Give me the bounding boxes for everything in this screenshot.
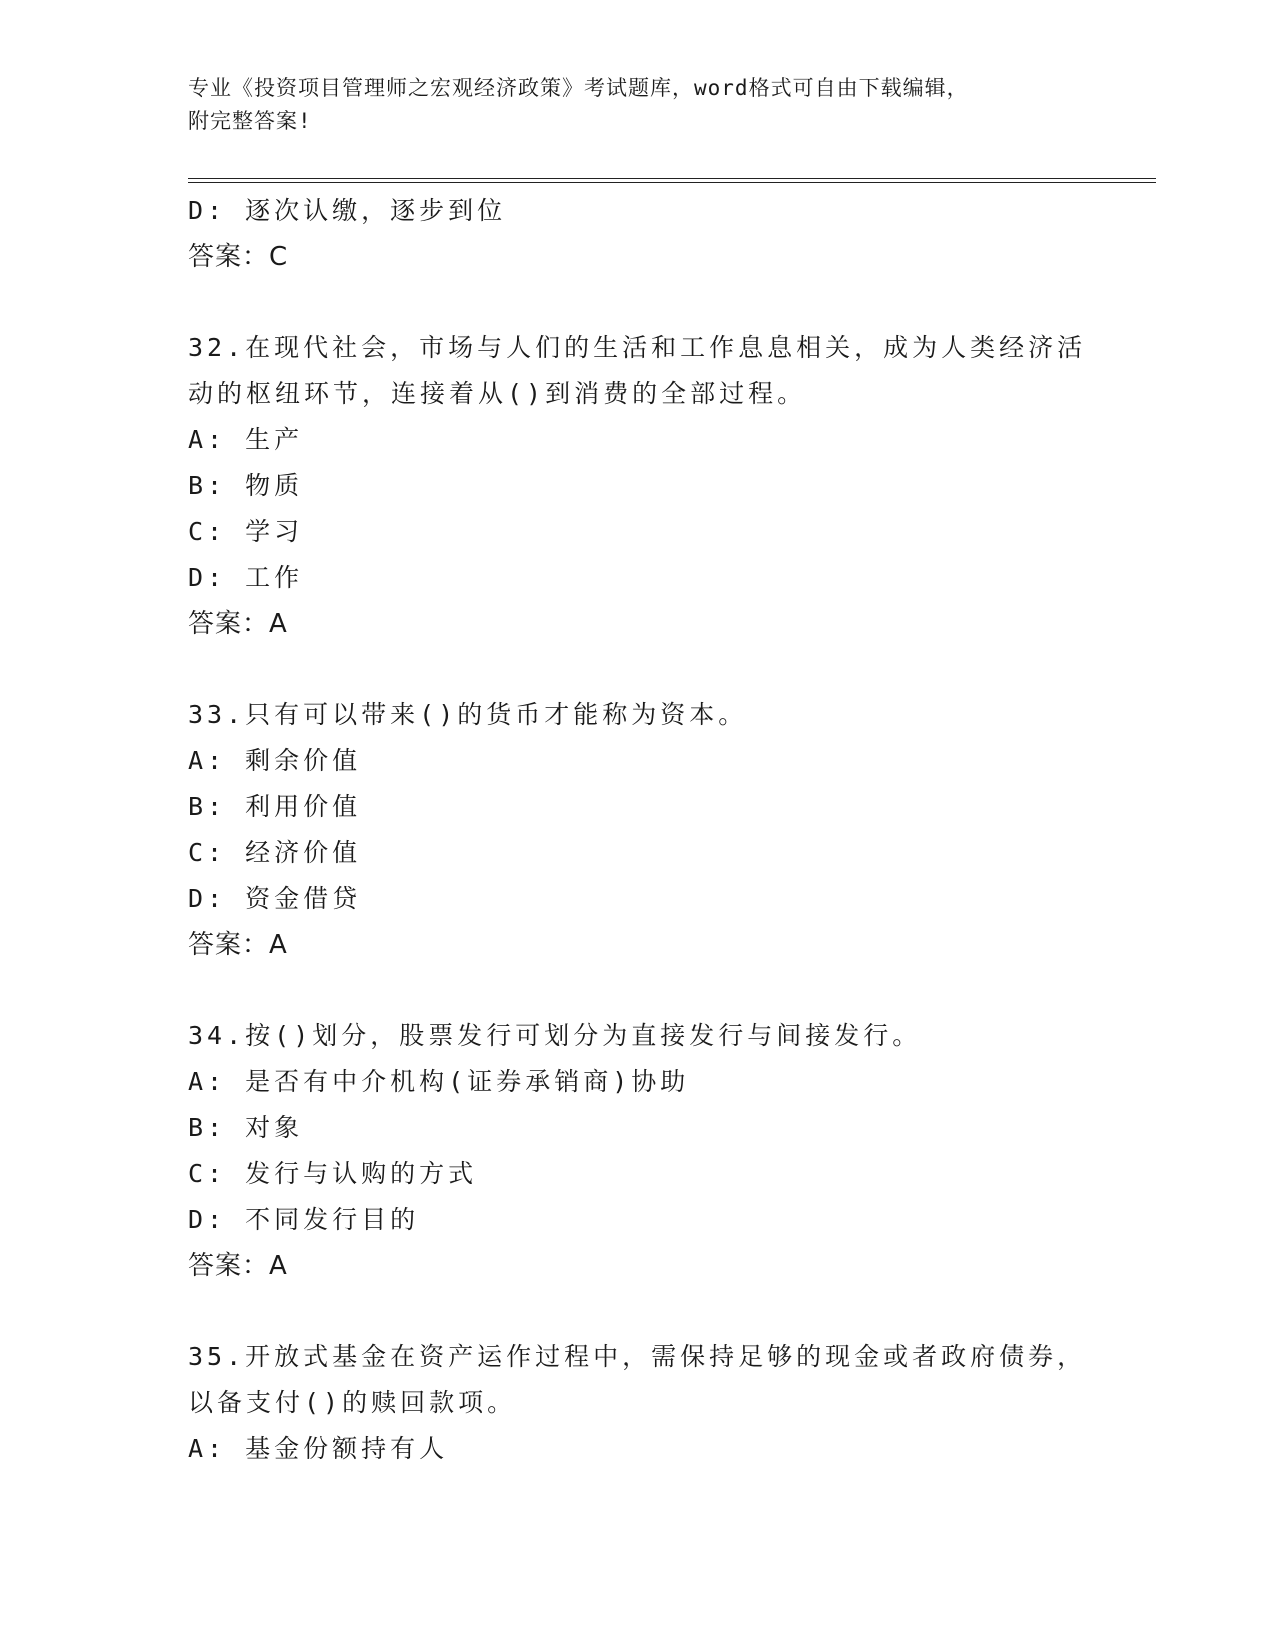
header-line-2: 附完整答案!: [188, 109, 312, 133]
option-a: A: 生产: [188, 425, 304, 454]
option-d: D: 逐次认缴，逐步到位: [188, 196, 507, 225]
answer: 答案：A: [188, 1251, 288, 1281]
answer: 答案：A: [188, 930, 288, 960]
option-d: D: 不同发行目的: [188, 1205, 420, 1234]
option-b: B: 利用价值: [188, 792, 362, 821]
option-a: A: 基金份额持有人: [188, 1434, 449, 1463]
document-header: [188, 72, 1088, 138]
option-c: C: 经济价值: [188, 838, 362, 867]
question-33: [188, 692, 1088, 968]
question-text: 33.只有可以带来()的货币才能称为资本。: [188, 700, 748, 729]
question-32: [188, 325, 1088, 647]
question-text: 以备支付()的赎回款项。: [188, 1388, 517, 1417]
question-list: [188, 188, 1088, 1472]
option-c: C: 发行与认购的方式: [188, 1159, 478, 1188]
header-line-1: 专业《投资项目管理师之宏观经济政策》考试题库，word格式可自由下载编辑，: [188, 76, 969, 100]
option-c: C: 学习: [188, 517, 304, 546]
question-text: 动的枢纽环节，连接着从()到消费的全部过程。: [188, 379, 807, 408]
option-b: B: 对象: [188, 1113, 304, 1142]
header-divider: [188, 178, 1156, 183]
question-text: 34.按()划分，股票发行可划分为直接发行与间接发行。: [188, 1021, 922, 1050]
option-a: A: 剩余价值: [188, 746, 362, 775]
question-text: 35.开放式基金在资产运作过程中，需保持足够的现金或者政府债券，: [188, 1342, 1087, 1371]
question-35: [188, 1334, 1088, 1472]
answer: 答案：A: [188, 609, 288, 639]
question-31-tail: [188, 188, 1088, 280]
question-34: [188, 1013, 1088, 1289]
option-b: B: 物质: [188, 471, 304, 500]
option-a: A: 是否有中介机构(证券承销商)协助: [188, 1067, 690, 1096]
question-text: 32.在现代社会，市场与人们的生活和工作息息相关，成为人类经济活: [188, 333, 1087, 362]
option-d: D: 资金借贷: [188, 884, 362, 913]
answer: 答案：C: [188, 242, 289, 272]
option-d: D: 工作: [188, 563, 304, 592]
